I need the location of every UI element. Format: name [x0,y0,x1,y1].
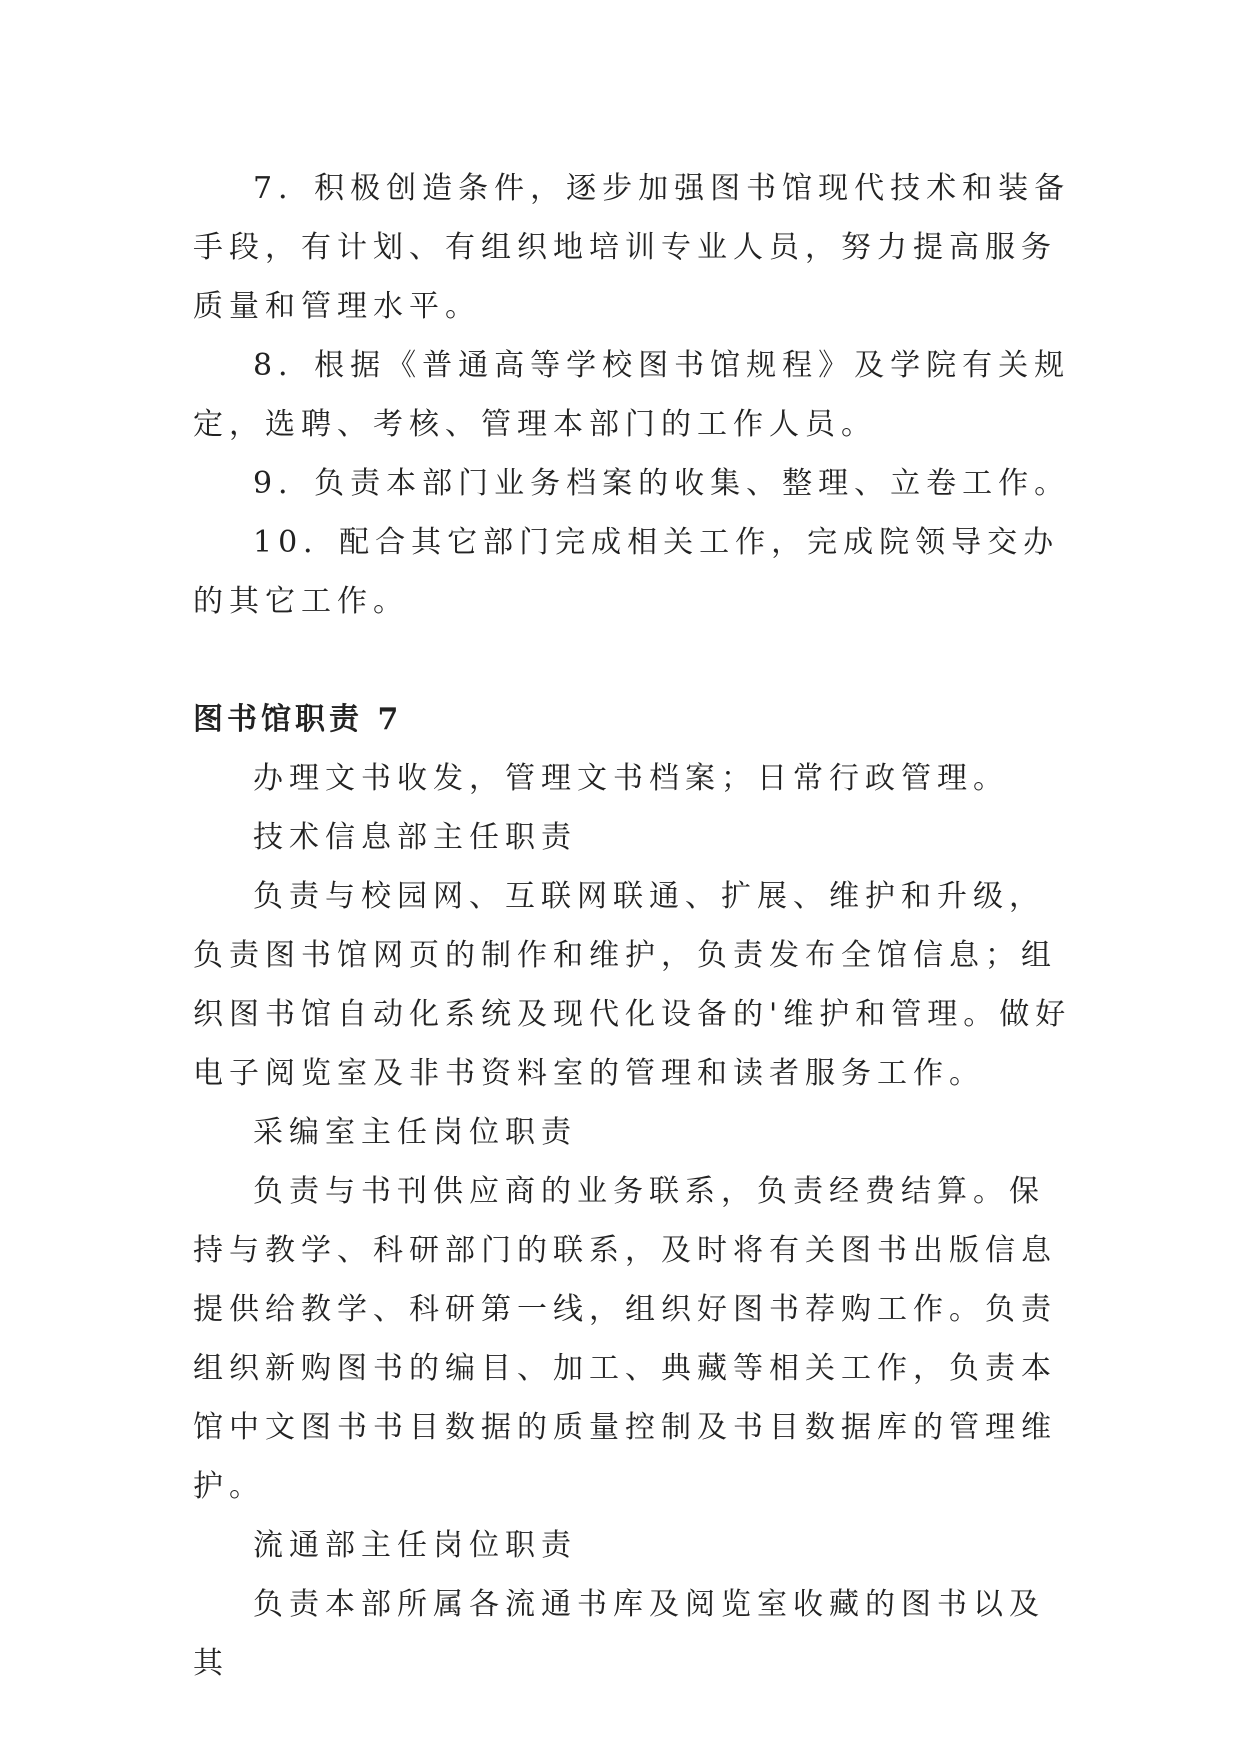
paragraph-circulation: 负责本部所属各流通书库及阅览室收藏的图书以及其 [193,1587,1045,1681]
paragraph-acquisition: 负责与书刊供应商的业务联系，负责经费结算。保持与教学、科研部门的联系，及时将有关图书出版信息提供给教学、科研第一线，组织好图书荐购工作。负责组织新购图书的编目、加工、典藏等相关工作，负责本馆中文图书书目数据的质量控制及书目数据库的管理维护。 [193,1174,1057,1504]
section-1-body [193,159,1073,631]
paragraph-10: 10．配合其它部门完成相关工作，完成院领导交办的其它工作。 [193,525,1060,619]
paragraph-tech-info: 负责与校园网、互联网联通、扩展、维护和升级，负责图书馆网页的制作和维护，负责发布全馆信息；组织图书馆自动化系统及现代化设备的'维护和管理。做好电子阅览室及非书资料室的管理和读者服务工作。 [193,879,1072,1091]
paragraph-8: 8．根据《普通高等学校图书馆规程》及学院有关规定，选聘、考核、管理本部门的工作人员。 [193,348,1071,442]
paragraph-7: 7．积极创造条件，逐步加强图书馆现代技术和装备手段，有计划、有组织地培训专业人员，努力提高服务质量和管理水平。 [193,171,1071,324]
subheading-circulation: 流通部主任岗位职责 [253,1528,577,1563]
section-heading: 图书馆职责 7 [193,702,403,737]
subheading-acquisition: 采编室主任岗位职责 [253,1115,577,1150]
subheading-tech-info: 技术信息部主任职责 [253,820,577,855]
paragraph-9: 9．负责本部门业务档案的收集、整理、立卷工作。 [253,466,1071,501]
paragraph-admin: 办理文书收发，管理文书档案；日常行政管理。 [253,761,1009,796]
section-2-body [193,749,1073,1693]
